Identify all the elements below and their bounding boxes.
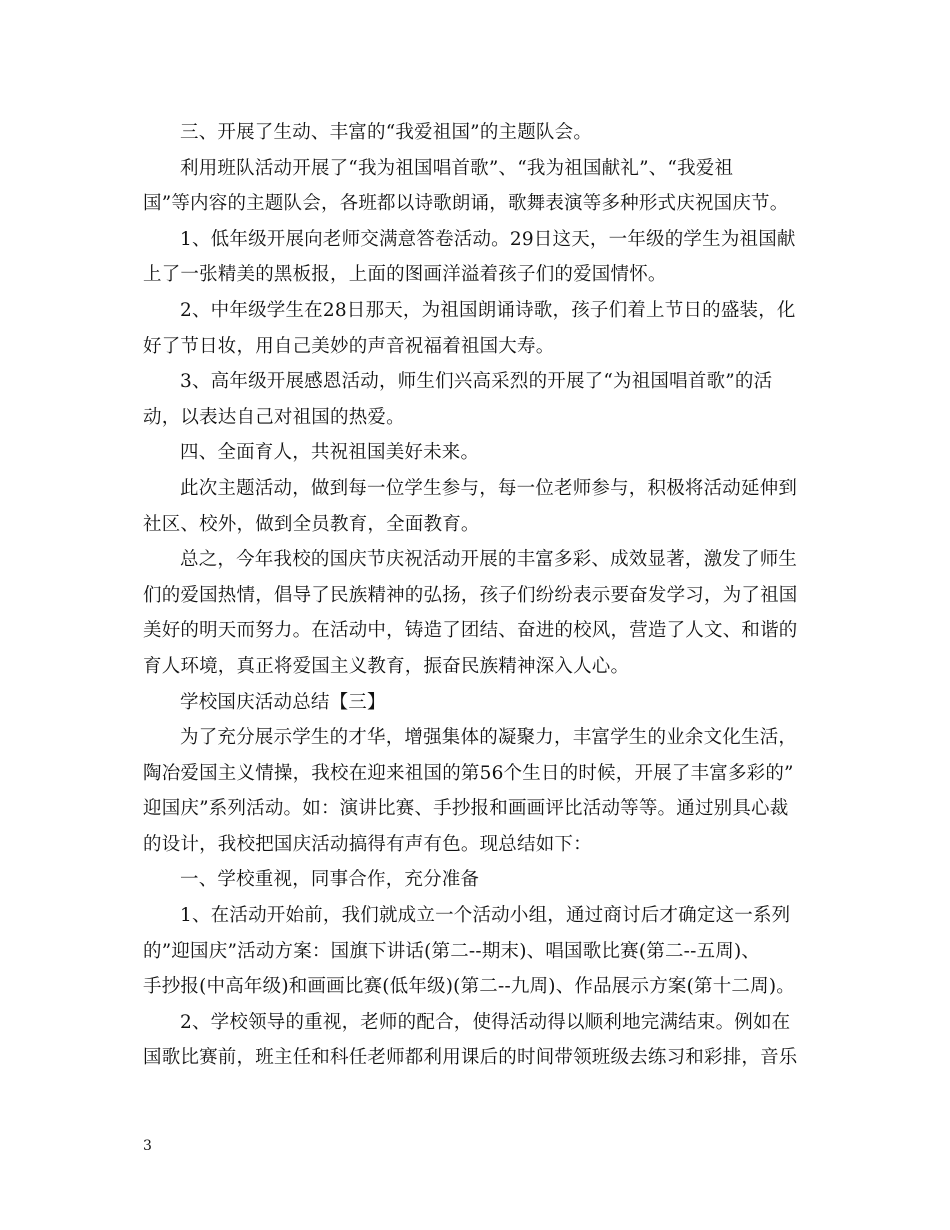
paragraph-line: 动，以表达自己对祖国的热爱。 bbox=[143, 406, 405, 428]
paragraph-line: 利用班队活动开展了“我为祖国唱首歌”、“我为祖国献礼”、“我爱祖 bbox=[180, 157, 734, 179]
section-heading: 四、全面育人，共祝祖国美好未来。 bbox=[180, 442, 480, 464]
paragraph-line: 上了一张精美的黑板报，上面的图画洋溢着孩子们的爱国情怀。 bbox=[143, 264, 667, 286]
paragraph-line: 此次主题活动，做到每一位学生参与，每一位老师参与，积极将活动延伸到 bbox=[180, 477, 798, 499]
paragraph-line: 国歌比赛前，班主任和科任老师都利用课后的时间带领班级去练习和彩排，音乐 bbox=[143, 1047, 798, 1069]
document-body bbox=[143, 115, 811, 1076]
paragraph-line: 1、在活动开始前，我们就成立一个活动小组，通过商讨后才确定这一系列 bbox=[180, 905, 791, 927]
paragraph-line: 的设计，我校把国庆活动搞得有声有色。现总结如下： bbox=[143, 833, 592, 855]
paragraph-line: 迎国庆”系列活动。如：演讲比赛、手抄报和画画评比活动等等。通过别具心裁 bbox=[143, 798, 789, 820]
paragraph-line: 手抄报(中高年级)和画画比赛(低年级)(第二--九周)、作品展示方案(第十二周)。 bbox=[143, 976, 795, 998]
section-heading: 一、学校重视，同事合作，充分准备 bbox=[180, 869, 480, 891]
paragraph-line: 们的爱国热情，倡导了民族精神的弘扬，孩子们纷纷表示要奋发学习，为了祖国 bbox=[143, 584, 798, 606]
paragraph-line: 2、中年级学生在28日那天，为祖国朗诵诗歌，孩子们着上节日的盛装，化 bbox=[180, 299, 796, 321]
paragraph-line: 社区、校外，做到全员教育，全面教育。 bbox=[143, 513, 480, 535]
paragraph-line: 总之，今年我校的国庆节庆祝活动开展的丰富多彩、成效显著，激发了师生 bbox=[180, 549, 798, 571]
paragraph-line: 陶冶爱国主义情操，我校在迎来祖国的第56个生日的时候，开展了丰富多彩的” bbox=[143, 762, 794, 784]
paragraph-line: 育人环境，真正将爱国主义教育，振奋民族精神深入人心。 bbox=[143, 655, 630, 677]
page-number: 3 bbox=[143, 1138, 152, 1154]
paragraph-line: 2、学校领导的重视，老师的配合，使得活动得以顺利地完满结束。例如在 bbox=[180, 1011, 791, 1033]
paragraph-line: 国”等内容的主题队会，各班都以诗歌朗诵，歌舞表演等多种形式庆祝国庆节。 bbox=[143, 193, 789, 215]
section-title: 学校国庆活动总结【三】 bbox=[180, 691, 386, 713]
paragraph-line: 3、高年级开展感恩活动，师生们兴高采烈的开展了“为祖国唱首歌”的活 bbox=[180, 371, 773, 393]
paragraph-line: 为了充分展示学生的才华，增强集体的凝聚力，丰富学生的业余文化生活， bbox=[180, 727, 798, 749]
paragraph-line: 的”迎国庆”活动方案：国旗下讲话(第二--期末)、唱国歌比赛(第二--五周)、 bbox=[143, 940, 761, 962]
paragraph-line: 好了节日妆，用自己美妙的声音祝福着祖国大寿。 bbox=[143, 335, 555, 357]
section-heading: 三、开展了生动、丰富的“我爱祖国”的主题队会。 bbox=[180, 122, 593, 143]
paragraph-line: 美好的明天而努力。在活动中，铸造了团结、奋进的校风，营造了人文、和谐的 bbox=[143, 620, 798, 642]
paragraph-line: 1、低年级开展向老师交满意答卷活动。29日这天，一年级的学生为祖国献 bbox=[180, 228, 796, 250]
